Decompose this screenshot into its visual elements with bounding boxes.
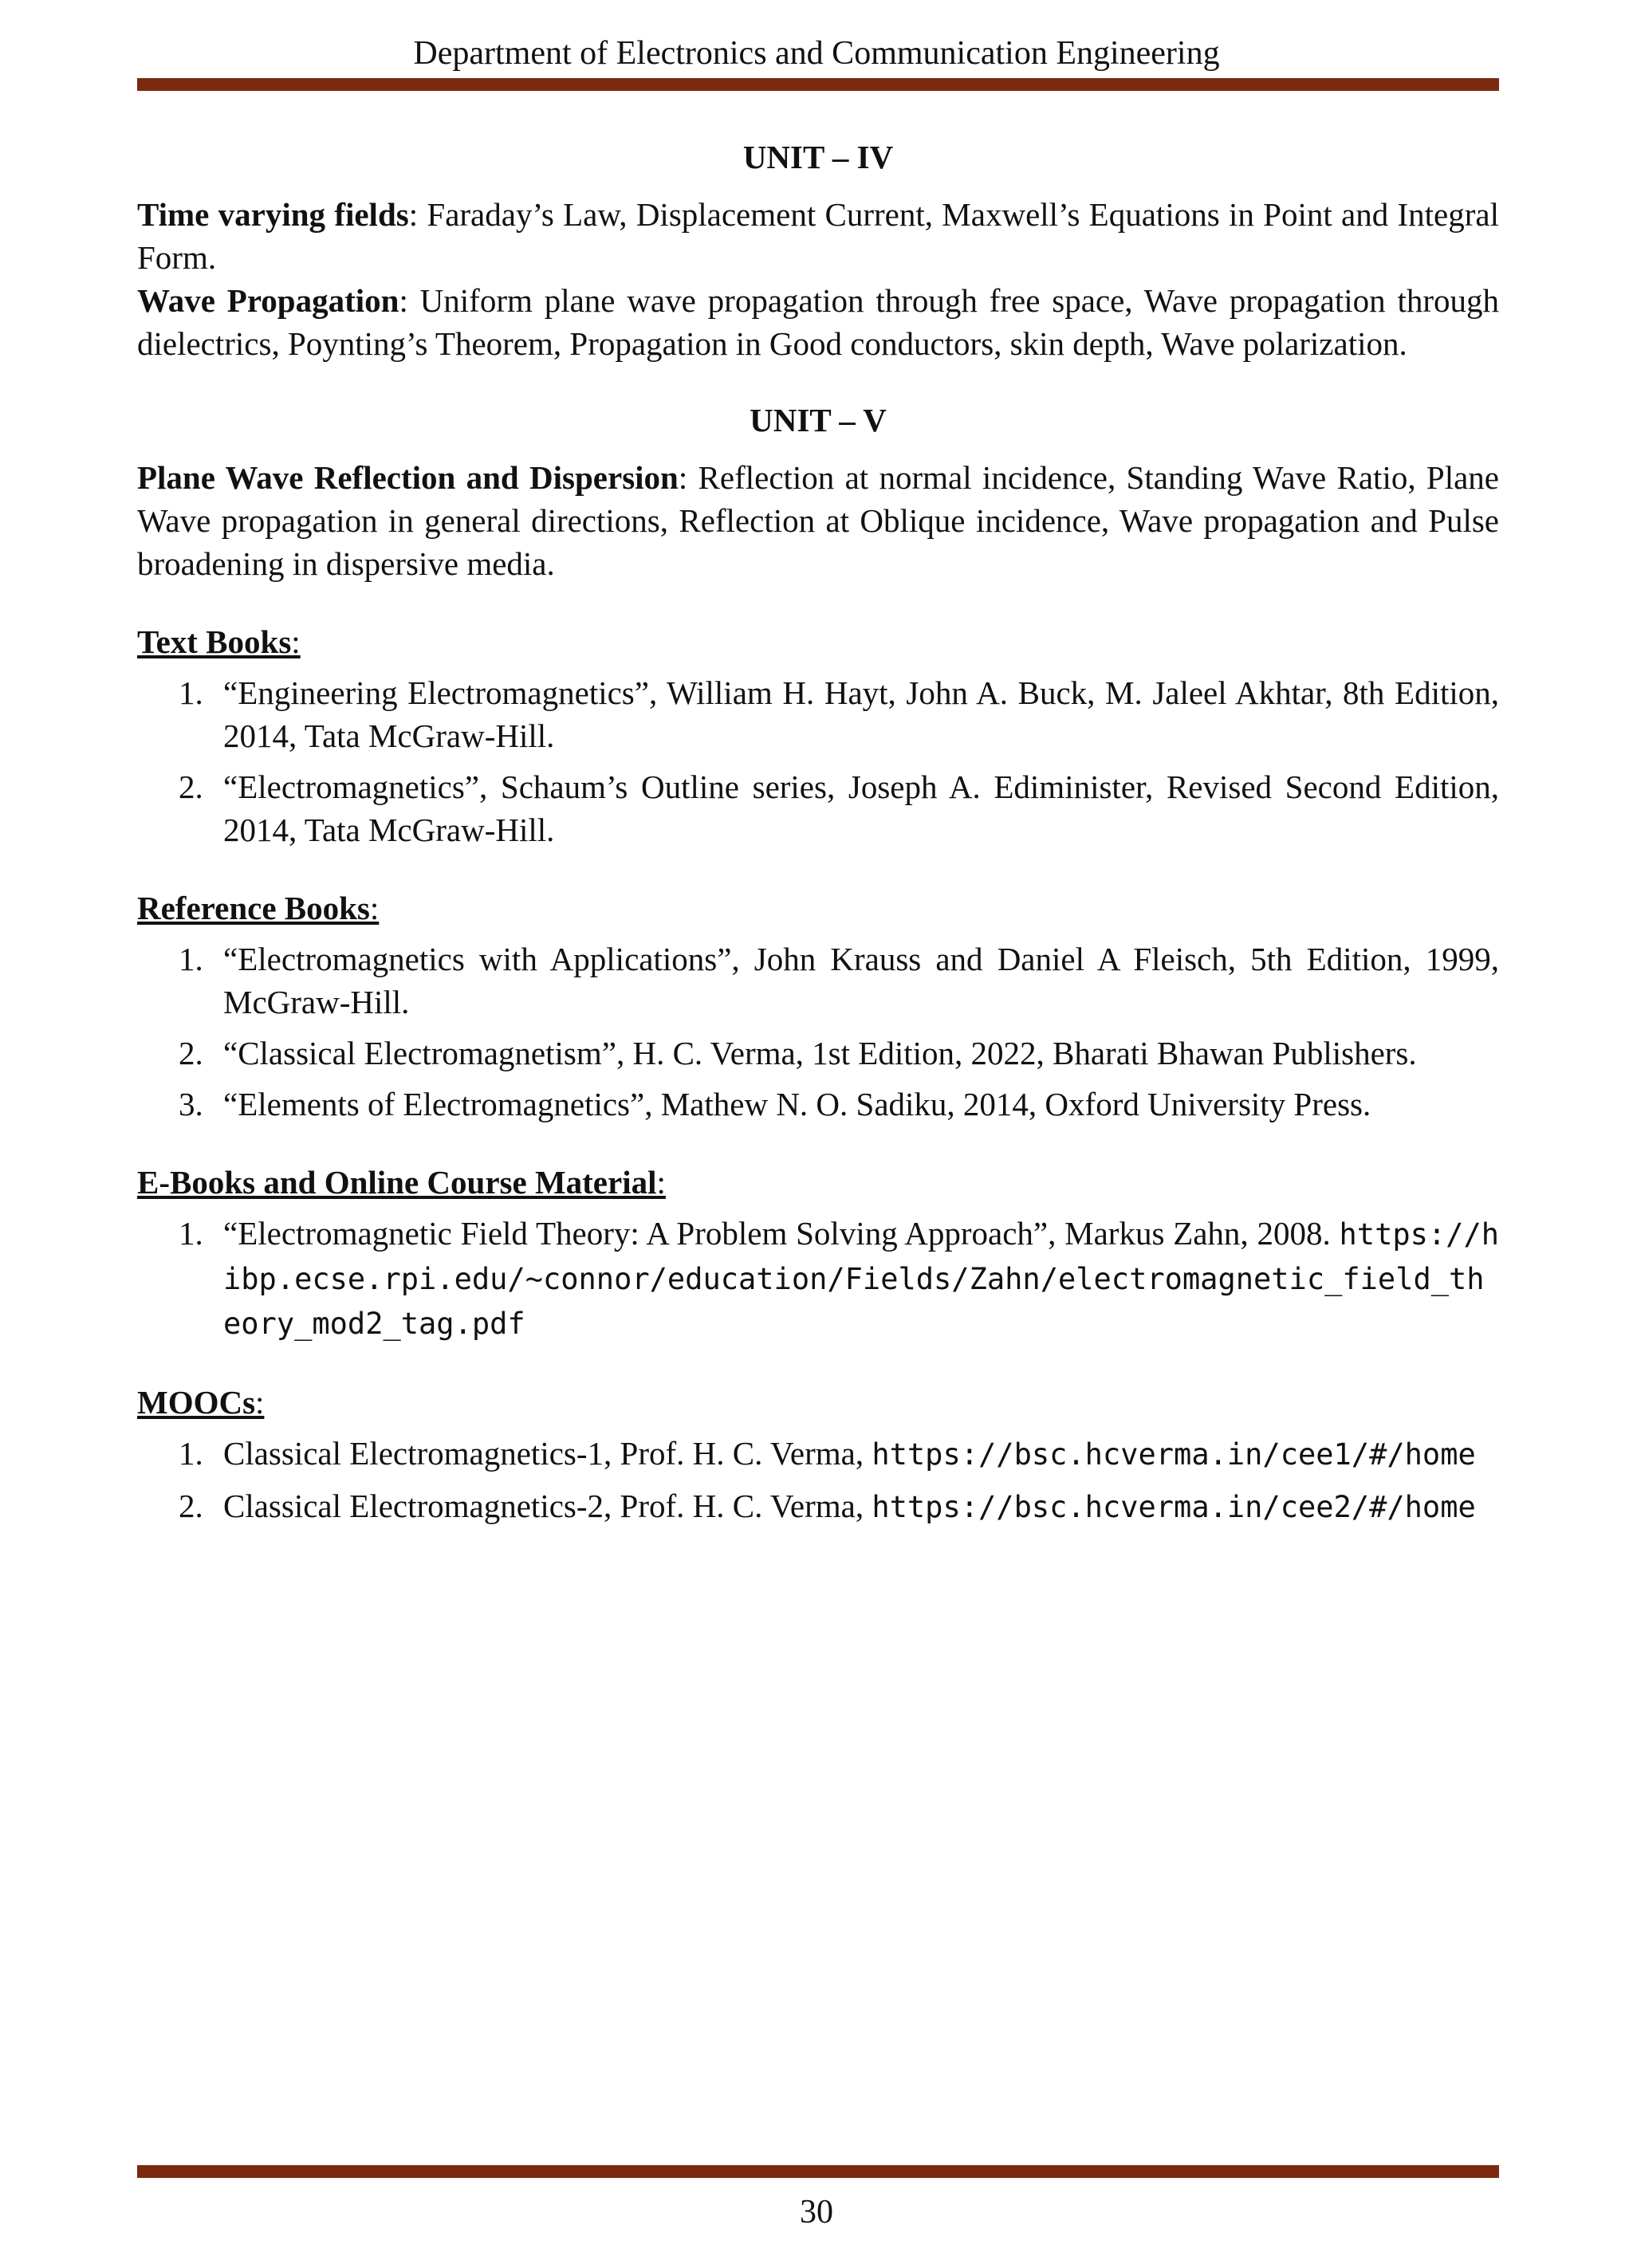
reference-books-list (137, 937, 1499, 1126)
text-books-list (137, 671, 1499, 851)
list-item: 1. “Engineering Electromagnetics”, William H. Hayt, John A. Buck, M. Jaleel Akhtar, 8th Edition, 2014, Tata McGraw-Hill. (179, 674, 1499, 754)
unit-4-paragraph-time-varying (137, 193, 1499, 279)
list-item: 2. “Classical Electromagnetism”, H. C. Verma, 1st Edition, 2022, Bharati Bhawan Publishers. (179, 1035, 1417, 1071)
reference-books-heading: Reference Books: (137, 890, 380, 926)
ebook-url-link[interactable]: https://hibp.ecse.rpi.edu/~connor/education/Fields/Zahn/electromagnetic_field_theory_mod2_tag.pdf (223, 1217, 1499, 1341)
list-item: 1. Classical Electromagnetics-1, Prof. H. C. Verma, https://bsc.hcverma.in/cee1/#/home (179, 1435, 1476, 1472)
mooc-url-link[interactable]: https://bsc.hcverma.in/cee1/#/home (872, 1437, 1476, 1472)
unit-4-paragraph-wave-propagation (137, 279, 1499, 365)
paragraph-text: : Uniform plane wave propagation through free space, Wave propagation through dielectrics, Poynting’s Theorem, Propagation in Good conductors, skin depth, Wave polarization. (137, 282, 1500, 362)
list-item: 1. “Electromagnetics with Applications”, John Krauss and Daniel A Fleisch, 5th Edition, 1999, McGraw-Hill. (179, 941, 1499, 1020)
ebooks-heading: E-Books and Online Course Material: (137, 1164, 666, 1201)
text-books-heading: Text Books: (137, 623, 301, 660)
header-rule (137, 78, 1499, 91)
unit-5-heading: UNIT – V (750, 402, 887, 438)
paragraph-lead: Plane Wave Reflection and Dispersion (137, 459, 679, 496)
list-item: 3. “Elements of Electromagnetics”, Mathew N. O. Sadiku, 2014, Oxford University Press. (179, 1086, 1371, 1122)
list-item: 1. “Electromagnetic Field Theory: A Problem Solving Approach”, Markus Zahn, 2008. https://hibp.ecse.rpi.edu/~connor/education/Fields/Zahn/electromagnetic_field_theory_mod2_tag.pdf (179, 1215, 1499, 1341)
list-item: 2. “Electromagnetics”, Schaum’s Outline series, Joseph A. Ediminister, Revised Second Edition, 2014, Tata McGraw-Hill. (179, 768, 1499, 848)
mooc-url-link[interactable]: https://bsc.hcverma.in/cee2/#/home (872, 1490, 1476, 1524)
moocs-list (137, 1432, 1499, 1529)
paragraph-text: : Faraday’s Law, Displacement Current, Maxwell’s Equations in Point and Integral Form. (137, 196, 1499, 276)
ebooks-list (137, 1212, 1499, 1346)
page-header-title: Department of Electronics and Communication Engineering (413, 35, 1220, 72)
list-item: 2. Classical Electromagnetics-2, Prof. H. C. Verma, https://bsc.hcverma.in/cee2/#/home (179, 1488, 1476, 1524)
paragraph-lead: Wave Propagation (137, 282, 399, 319)
unit-5-paragraph-reflection (137, 456, 1499, 585)
paragraph-lead: Time varying fields (137, 196, 409, 233)
page-content (137, 136, 1499, 1537)
unit-4-heading: UNIT – IV (742, 139, 894, 175)
moocs-heading: MOOCs: (137, 1384, 265, 1421)
page-number: 30 (800, 2194, 833, 2231)
paragraph-text: : Reflection at normal incidence, Standing Wave Ratio, Plane Wave propagation in general directions, Reflection at Oblique incidence, Wave propagation and Pulse broadening in dispersive media. (137, 459, 1499, 582)
footer-rule (137, 2165, 1499, 2178)
